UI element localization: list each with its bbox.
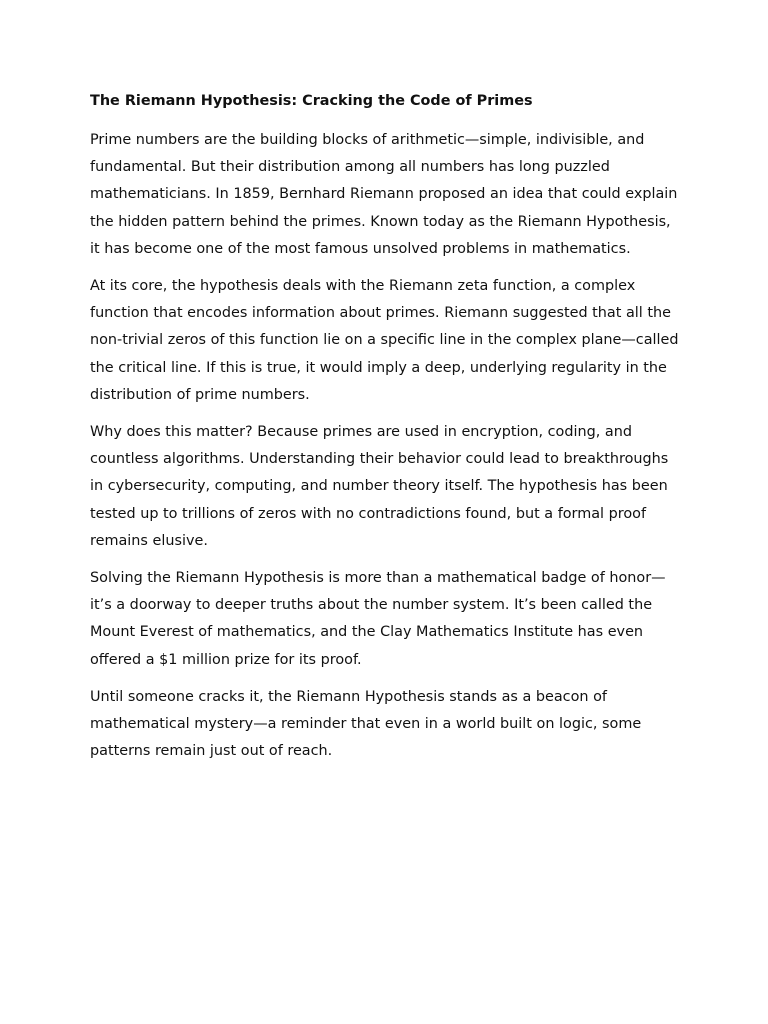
document-title: The Riemann Hypothesis: Cracking the Code of Primes <box>90 93 533 109</box>
paragraph-4: Solving the Riemann Hypothesis is more than a mathematical badge of honor—it’s a doorway to deeper truths about the number system. It’s been called the Mount Everest of mathematics, and the Clay Mathematics Institute has even offered a $1 million prize for its proof. <box>90 570 666 668</box>
paragraph-1: Prime numbers are the building blocks of arithmetic—simple, indivisible, and fundamental. But their distribution among all numbers has long puzzled mathematicians. In 1859, Bernhard Riemann proposed an idea that could explain the hidden pattern behind the primes. Known today as the Riemann Hypothesis, it has become one of the most famous unsolved problems in mathematics. <box>90 132 678 257</box>
paragraph-5: Until someone cracks it, the Riemann Hypothesis stands as a beacon of mathematical mystery—a reminder that even in a world built on logic, some patterns remain just out of reach. <box>90 688 642 760</box>
document-page <box>90 90 682 775</box>
paragraph-2: At its core, the hypothesis deals with the Riemann zeta function, a complex function that encodes information about primes. Riemann suggested that all the non-trivial zeros of this function lie on a specific line in the complex plane—called the critical line. If this is true, it would imply a deep, underlying regularity in the distribution of prime numbers. <box>90 278 679 403</box>
paragraph-3: Why does this matter? Because primes are used in encryption, coding, and countless algorithms. Understanding their behavior could lead to breakthroughs in cybersecurity, computing, and number theory itself. The hypothesis has been tested up to trillions of zeros with no contradictions found, but a formal proof remains elusive. <box>90 424 669 549</box>
